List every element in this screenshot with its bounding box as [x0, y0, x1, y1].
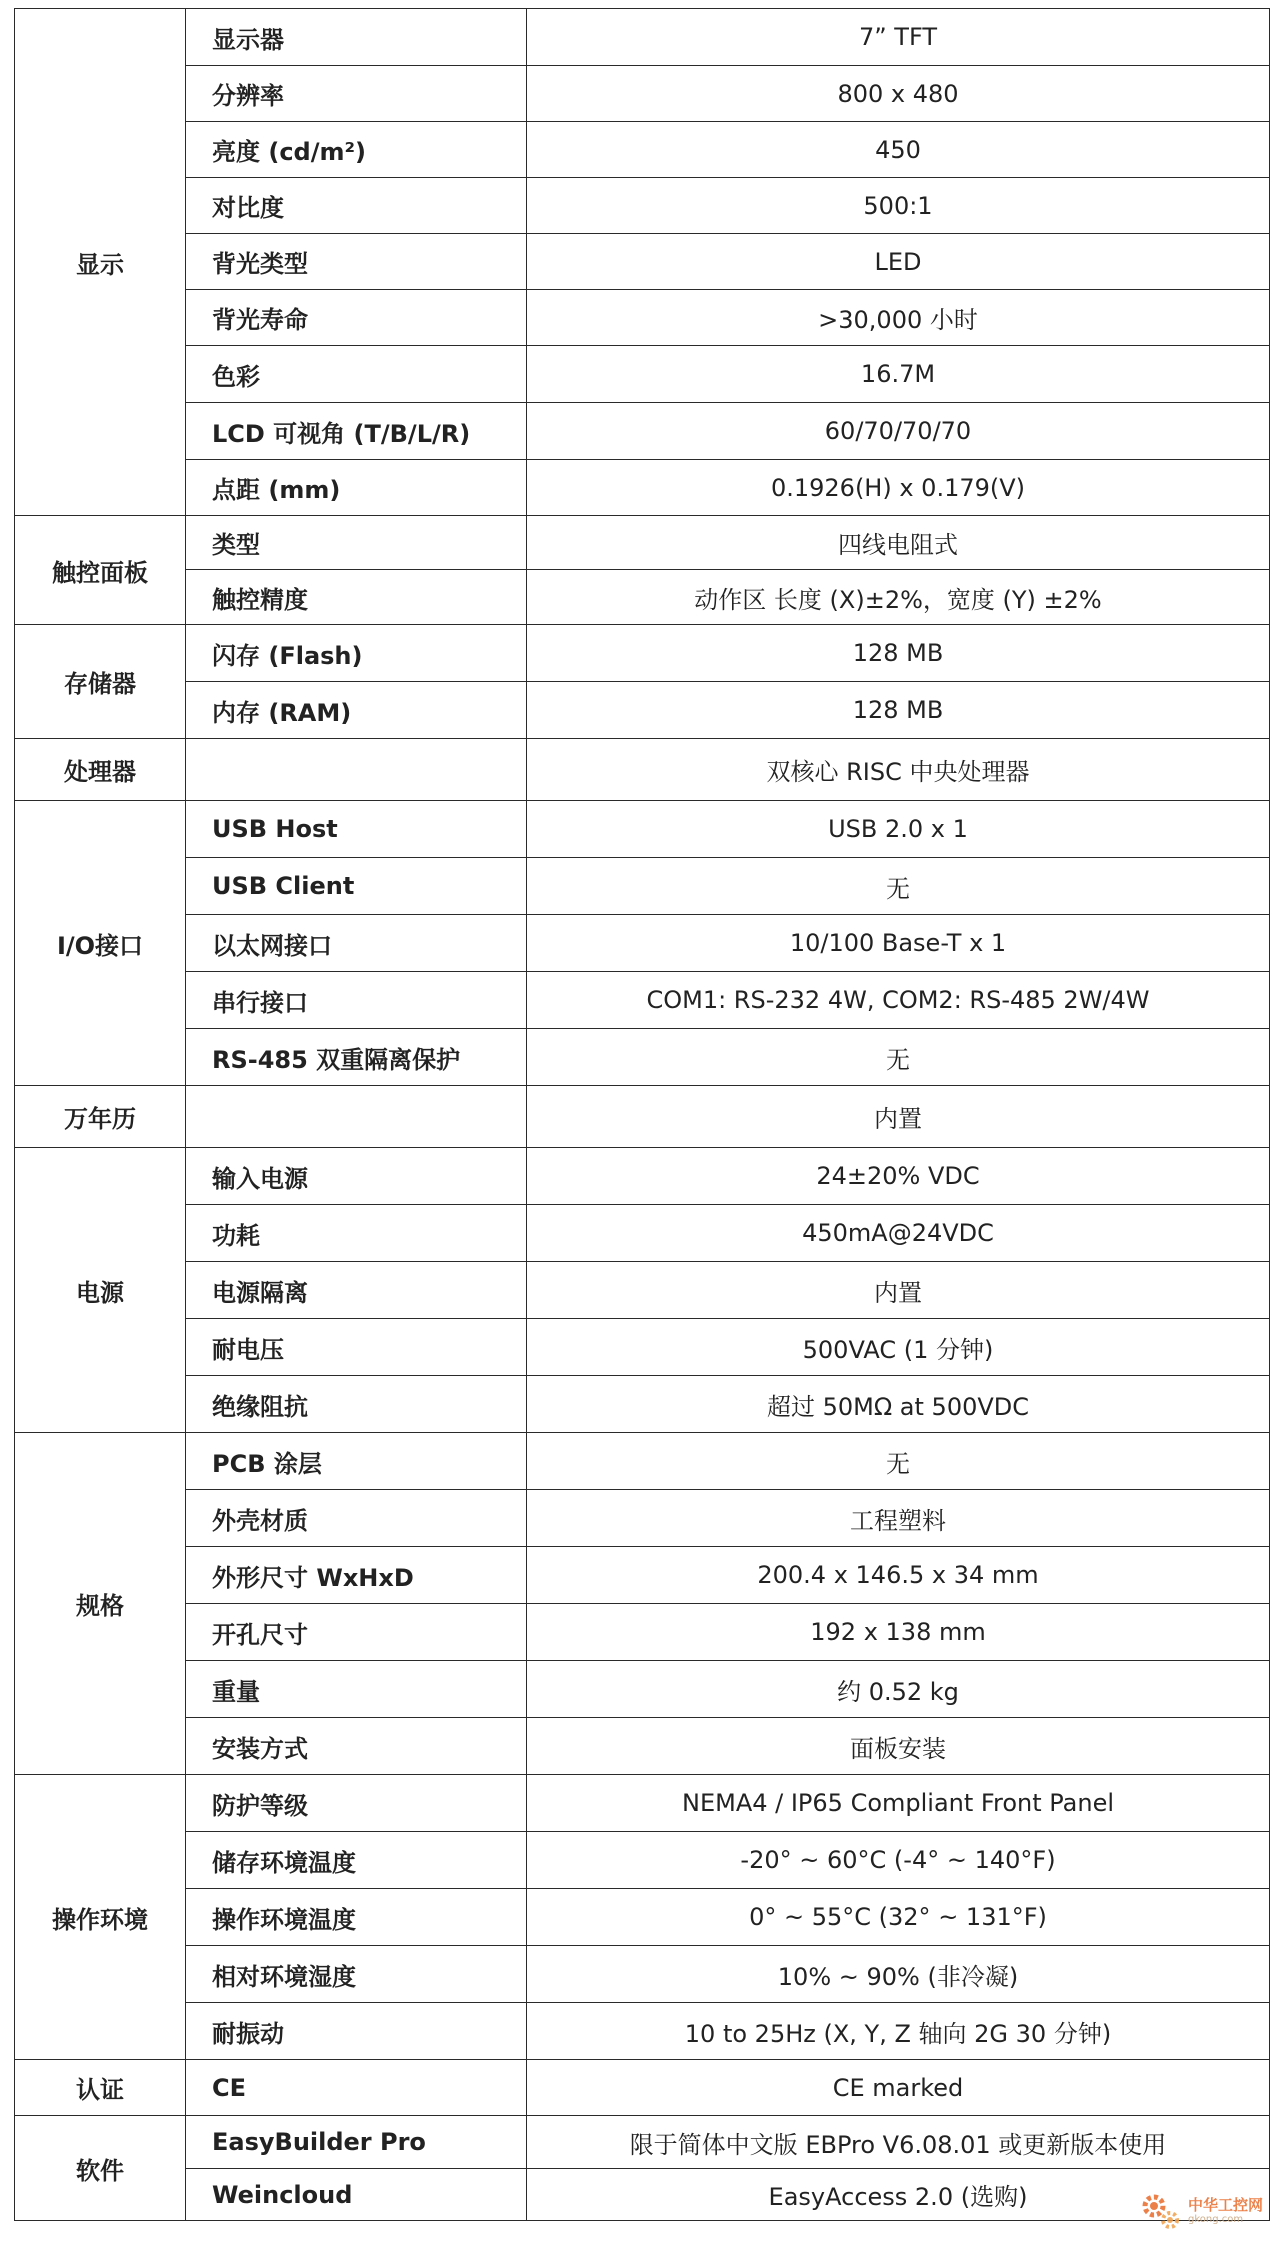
category-cell: 触控面板: [15, 516, 186, 625]
label-cell: 安装方式: [186, 1718, 527, 1775]
label-cell: 功耗: [186, 1205, 527, 1262]
value-cell: 60/70/70/70: [527, 403, 1270, 460]
category-cell: 电源: [15, 1148, 186, 1433]
label-cell: 开孔尺寸: [186, 1604, 527, 1661]
table-row: [15, 2003, 1270, 2060]
table-row: [15, 1086, 1270, 1148]
value-cell: 7” TFT: [527, 9, 1270, 66]
label-cell: [186, 739, 527, 801]
table-row: [15, 1775, 1270, 1832]
label-cell: 亮度 (cd/m²): [186, 122, 527, 178]
label-cell: 色彩: [186, 346, 527, 403]
gear-icon: [1136, 2186, 1186, 2236]
table-row: [15, 570, 1270, 625]
label-cell: 耐电压: [186, 1319, 527, 1376]
label-cell: CE: [186, 2060, 527, 2116]
table-row: [15, 9, 1270, 66]
value-cell: 500:1: [527, 178, 1270, 234]
label-cell: 输入电源: [186, 1148, 527, 1205]
label-cell: 内存 (RAM): [186, 682, 527, 739]
value-cell: 800 x 480: [527, 66, 1270, 122]
value-cell: 限于简体中文版 EBPro V6.08.01 或更新版本使用: [527, 2116, 1270, 2169]
value-cell: 128 MB: [527, 682, 1270, 739]
table-row: [15, 122, 1270, 178]
value-cell: 无: [527, 1433, 1270, 1490]
value-cell: 10/100 Base-T x 1: [527, 915, 1270, 972]
table-row: [15, 858, 1270, 915]
label-cell: 点距 (mm): [186, 460, 527, 516]
table-row: [15, 1889, 1270, 1946]
label-cell: 对比度: [186, 178, 527, 234]
table-row: [15, 625, 1270, 682]
table-row: [15, 290, 1270, 346]
value-cell: 0° ~ 55°C (32° ~ 131°F): [527, 1889, 1270, 1946]
value-cell: EasyAccess 2.0 (选购): [527, 2169, 1270, 2221]
table-row: [15, 1547, 1270, 1604]
value-cell: LED: [527, 234, 1270, 290]
table-row: [15, 2169, 1270, 2221]
table-row: [15, 1946, 1270, 2003]
value-cell: 超过 50MΩ at 500VDC: [527, 1376, 1270, 1433]
value-cell: 24±20% VDC: [527, 1148, 1270, 1205]
label-cell: 相对环境湿度: [186, 1946, 527, 2003]
category-cell: 万年历: [15, 1086, 186, 1148]
label-cell: LCD 可视角 (T/B/L/R): [186, 403, 527, 460]
value-cell: -20° ~ 60°C (-4° ~ 140°F): [527, 1832, 1270, 1889]
value-cell: 约 0.52 kg: [527, 1661, 1270, 1718]
table-row: [15, 1661, 1270, 1718]
label-cell: 操作环境温度: [186, 1889, 527, 1946]
label-cell: 闪存 (Flash): [186, 625, 527, 682]
value-cell: 无: [527, 858, 1270, 915]
value-cell: 192 x 138 mm: [527, 1604, 1270, 1661]
value-cell: 0.1926(H) x 0.179(V): [527, 460, 1270, 516]
label-cell: 耐振动: [186, 2003, 527, 2060]
label-cell: 显示器: [186, 9, 527, 66]
category-cell: 软件: [15, 2116, 186, 2221]
table-row: [15, 178, 1270, 234]
table-row: [15, 346, 1270, 403]
value-cell: 128 MB: [527, 625, 1270, 682]
category-cell: 认证: [15, 2060, 186, 2116]
value-cell: 工程塑料: [527, 1490, 1270, 1547]
table-row: [15, 234, 1270, 290]
table-row: [15, 2060, 1270, 2116]
label-cell: 类型: [186, 516, 527, 570]
table-row: [15, 1376, 1270, 1433]
table-row: [15, 1262, 1270, 1319]
category-cell: 处理器: [15, 739, 186, 801]
value-cell: NEMA4 / IP65 Compliant Front Panel: [527, 1775, 1270, 1832]
table-row: [15, 972, 1270, 1029]
value-cell: 10 to 25Hz (X, Y, Z 轴向 2G 30 分钟): [527, 2003, 1270, 2060]
table-row: [15, 403, 1270, 460]
spec-table-body: [15, 9, 1270, 2221]
label-cell: 重量: [186, 1661, 527, 1718]
value-cell: 内置: [527, 1262, 1270, 1319]
spec-table: [14, 8, 1270, 2221]
value-cell: 10% ~ 90% (非冷凝): [527, 1946, 1270, 2003]
table-row: [15, 460, 1270, 516]
table-row: [15, 1490, 1270, 1547]
label-cell: 绝缘阻抗: [186, 1376, 527, 1433]
value-cell: 动作区 长度 (X)±2%，宽度 (Y) ±2%: [527, 570, 1270, 625]
label-cell: Weincloud: [186, 2169, 527, 2221]
category-cell: 规格: [15, 1433, 186, 1775]
label-cell: 分辨率: [186, 66, 527, 122]
label-cell: USB Host: [186, 801, 527, 858]
category-cell: 显示: [15, 9, 186, 516]
label-cell: 外壳材质: [186, 1490, 527, 1547]
label-cell: 外形尺寸 WxHxD: [186, 1547, 527, 1604]
table-row: [15, 739, 1270, 801]
value-cell: 16.7M: [527, 346, 1270, 403]
table-row: [15, 1148, 1270, 1205]
value-cell: 200.4 x 146.5 x 34 mm: [527, 1547, 1270, 1604]
label-cell: 储存环境温度: [186, 1832, 527, 1889]
table-row: [15, 1433, 1270, 1490]
label-cell: 以太网接口: [186, 915, 527, 972]
label-cell: RS-485 双重隔离保护: [186, 1029, 527, 1086]
watermark: [1136, 2186, 1266, 2236]
value-cell: COM1: RS-232 4W, COM2: RS-485 2W/4W: [527, 972, 1270, 1029]
value-cell: 500VAC (1 分钟): [527, 1319, 1270, 1376]
category-cell: 操作环境: [15, 1775, 186, 2060]
value-cell: 双核心 RISC 中央处理器: [527, 739, 1270, 801]
label-cell: 触控精度: [186, 570, 527, 625]
category-cell: 存储器: [15, 625, 186, 739]
label-cell: 电源隔离: [186, 1262, 527, 1319]
table-row: [15, 516, 1270, 570]
label-cell: USB Client: [186, 858, 527, 915]
label-cell: 串行接口: [186, 972, 527, 1029]
value-cell: 四线电阻式: [527, 516, 1270, 570]
label-cell: [186, 1086, 527, 1148]
table-row: [15, 1604, 1270, 1661]
label-cell: 背光类型: [186, 234, 527, 290]
watermark-sub: gkong.com: [1188, 2214, 1244, 2225]
table-row: [15, 801, 1270, 858]
value-cell: 无: [527, 1029, 1270, 1086]
table-row: [15, 1029, 1270, 1086]
watermark-text: 中华工控网: [1188, 2196, 1264, 2214]
value-cell: CE marked: [527, 2060, 1270, 2116]
table-row: [15, 1718, 1270, 1775]
table-row: [15, 1319, 1270, 1376]
label-cell: 背光寿命: [186, 290, 527, 346]
table-row: [15, 682, 1270, 739]
label-cell: 防护等级: [186, 1775, 527, 1832]
value-cell: 450mA@24VDC: [527, 1205, 1270, 1262]
label-cell: EasyBuilder Pro: [186, 2116, 527, 2169]
table-row: [15, 1205, 1270, 1262]
value-cell: USB 2.0 x 1: [527, 801, 1270, 858]
value-cell: 面板安装: [527, 1718, 1270, 1775]
label-cell: PCB 涂层: [186, 1433, 527, 1490]
table-row: [15, 1832, 1270, 1889]
table-row: [15, 2116, 1270, 2169]
value-cell: 450: [527, 122, 1270, 178]
value-cell: >30,000 小时: [527, 290, 1270, 346]
category-cell: I/O接口: [15, 801, 186, 1086]
value-cell: 内置: [527, 1086, 1270, 1148]
table-row: [15, 915, 1270, 972]
table-row: [15, 66, 1270, 122]
